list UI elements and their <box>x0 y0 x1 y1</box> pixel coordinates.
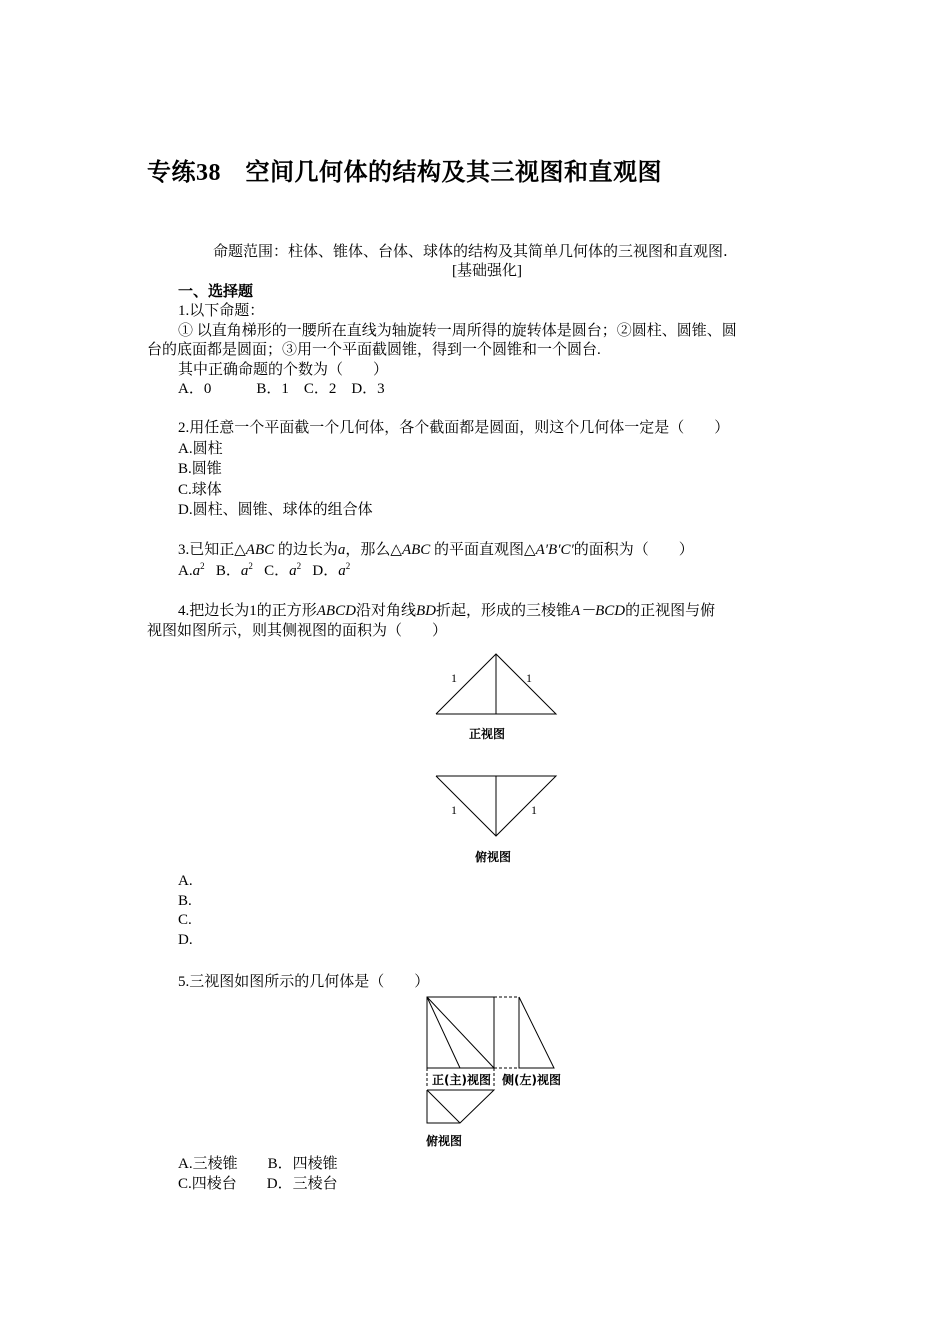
q3-abc2: ABC <box>401 542 431 558</box>
q3-a-var: a <box>337 542 346 558</box>
q5-top-inner <box>427 1090 460 1123</box>
q3-stem-mid3: 的平面直观图△ <box>434 542 536 558</box>
q4-front-view-label: 正视图 <box>469 727 506 741</box>
q5-top-view-label: 俯视图 <box>426 1134 463 1148</box>
q2-option-d: D.圆柱、圆锥、球体的组合体 <box>178 502 373 518</box>
top-right-edge-label: 1 <box>531 803 537 817</box>
section-tag: [基础强化] <box>452 263 522 279</box>
q3-stem-mid: 的边长为 <box>277 542 338 558</box>
q3-abc-prime: A′B′C′ <box>535 542 574 558</box>
q2-option-a: A.圆柱 <box>178 441 223 457</box>
q3-stem-end: 的面积为（ ） <box>573 542 694 558</box>
q5-front-view-label: 正(主)视图 <box>432 1073 491 1087</box>
front-right-edge-label: 1 <box>526 671 532 685</box>
q1-options: A．0 B．1 C．2 D．3 <box>178 381 385 397</box>
q4-top-view-label: 俯视图 <box>475 850 512 864</box>
q4-option-d: D. <box>178 932 193 948</box>
q5-stem: 5.三视图如图所示的几何体是（ ） <box>178 974 430 990</box>
q3-options <box>178 559 350 580</box>
q5-side-view-label: 侧(左)视图 <box>502 1073 561 1087</box>
q4-abcd: ABCD <box>316 603 356 619</box>
q5-options-row2: C.四棱台 D．三棱台 <box>178 1176 338 1192</box>
q3-option-c: C．$a^2$ <box>264 561 302 579</box>
q2-stem: 2.用任意一个平面截一个几何体，各个截面都是圆面，则这个几何体一定是（ ） <box>178 420 730 436</box>
front-left-edge-label: 1 <box>451 671 457 685</box>
q4-option-a: A. <box>178 873 193 889</box>
scope-text: 命题范围：柱体、锥体、台体、球体的结构及其简单几何体的三视图和直观图. <box>213 242 728 260</box>
q1-line1: ① 以直角梯形的一腰所在直线为轴旋转一周所得的旋转体是圆台；②圆柱、圆锥、圆 <box>178 323 737 339</box>
q5-top-outline <box>427 1090 494 1123</box>
q4-bd: BD <box>415 603 436 619</box>
q4-option-c: C. <box>178 912 192 928</box>
q3-stem <box>178 538 694 559</box>
q1-stem: 1.以下命题： <box>178 303 265 319</box>
q5-front-diag-1 <box>427 997 460 1068</box>
q5-front-diag-2 <box>427 997 494 1068</box>
q4-top-view <box>430 772 560 842</box>
q4-option-b: B. <box>178 893 192 909</box>
q4-line1: 4.把边长为1的正方形ABCD沿对角线BD折起，形成的三棱锥A－BCD的正视图与俯 <box>178 603 716 619</box>
q5-three-views <box>420 993 570 1133</box>
q4-a-bcd: A－BCD <box>570 603 626 619</box>
q3-stem-mid2: ，那么△ <box>345 542 402 558</box>
section-heading: 一、选择题 <box>178 282 254 300</box>
q5-side-triangle <box>519 997 554 1068</box>
q3-option-b: B．$a^2$ <box>215 561 253 579</box>
q4-front-view <box>430 650 560 720</box>
q4-line2: 视图如图所示，则其侧视图的面积为（ ） <box>147 623 448 639</box>
q3-stem-pre: 3.已知正△ <box>178 542 246 558</box>
q2-option-b: B.圆锥 <box>178 461 222 477</box>
q5-options-row1: A.三棱锥 B．四棱锥 <box>178 1156 338 1172</box>
top-left-edge-label: 1 <box>451 803 457 817</box>
page-title: 专练38 空间几何体的结构及其三视图和直观图 <box>147 160 662 186</box>
q3-abc: ABC <box>245 542 275 558</box>
q1-line2: 台的底面都是圆面；③用一个平面截圆锥，得到一个圆锥和一个圆台. <box>147 342 601 358</box>
q3-option-a: $A.a^2$ <box>178 561 205 579</box>
q3-option-d: D．$a^2$ <box>312 561 351 579</box>
q2-option-c: C.球体 <box>178 482 222 498</box>
q1-ask: 其中正确命题的个数为（ ） <box>178 362 389 378</box>
